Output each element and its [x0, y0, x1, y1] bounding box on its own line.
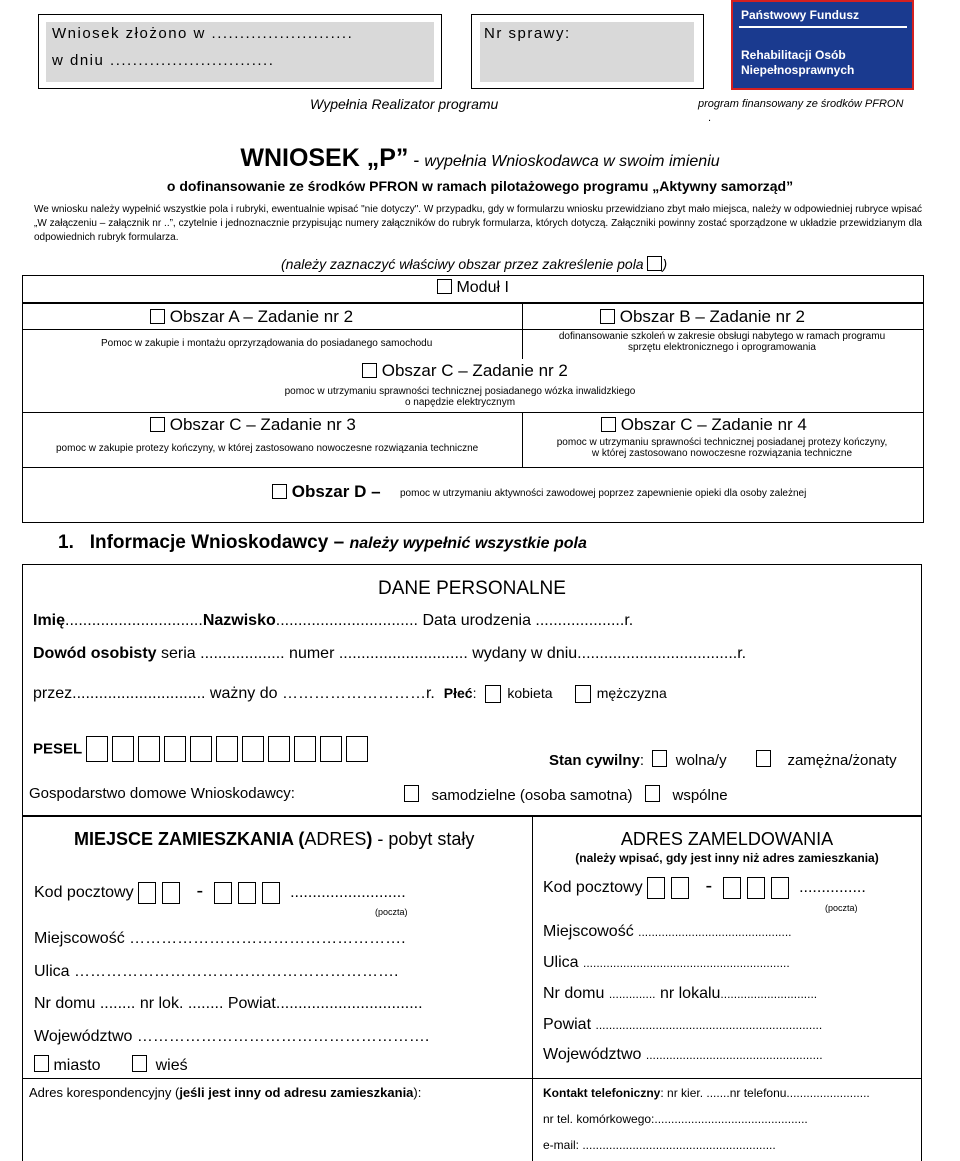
kobieta-label: kobieta [507, 685, 553, 702]
form-subtitle: o dofinansowanie ze środków PFRON w ramach pilotażowego programu „Aktywny samorząd” [166, 178, 794, 194]
imie-label: Imię [33, 612, 66, 629]
area-c3-checkbox[interactable] [150, 417, 165, 432]
area-d-dash: – [371, 482, 381, 501]
birthdate-field[interactable]: .................... [535, 612, 625, 629]
seria-label: seria [156, 645, 201, 662]
wazny-label: ważny do [205, 685, 282, 703]
stan-colon: : [639, 752, 645, 769]
wspolne-checkbox[interactable] [645, 785, 660, 802]
id-row [33, 645, 746, 663]
reg-powiat-row [543, 1016, 822, 1034]
area-c4-option[interactable] [601, 415, 807, 435]
area-d-checkbox[interactable] [272, 484, 287, 499]
pesel-label: PESEL [33, 740, 83, 758]
reg-miejscowosc-label: Miejscowość [543, 923, 634, 940]
section1-italic: należy wypełnić wszystkie pola [349, 535, 587, 552]
reg-ulica-label: Ulica [543, 954, 579, 971]
area-a2-option[interactable] [150, 307, 353, 327]
correspondence-label [29, 1085, 421, 1100]
res-miejscowosc-row [34, 930, 406, 948]
section1-number: 1. [58, 532, 74, 553]
reg-poczta-field[interactable]: ............... [799, 879, 866, 896]
area-c3-label: Obszar C – Zadanie nr 3 [169, 415, 356, 434]
imie-field[interactable]: ............................... [65, 612, 203, 629]
area-c4-desc2: w której zastosowano nowoczesne rozwiązania techniczne [591, 448, 853, 459]
area-note-text: (należy zaznaczyć właściwy obszar przez zakreślenie pola [281, 256, 644, 272]
registration-title: ADRES ZAMELDOWANIA [620, 829, 834, 849]
area-c2-checkbox[interactable] [362, 363, 377, 378]
samodzielne-checkbox[interactable] [404, 785, 419, 802]
form-title-dash: - [408, 150, 425, 170]
area-c4-checkbox[interactable] [601, 417, 616, 432]
wolna-checkbox[interactable] [652, 750, 667, 767]
reg-nr-lokalu-label: nr lokalu [655, 985, 721, 1002]
pesel-row [33, 736, 372, 762]
nazwisko-label: Nazwisko [202, 612, 276, 629]
residence-title-b2: ) [366, 829, 373, 849]
res-powiat-field[interactable]: ................................. [275, 995, 423, 1012]
res-nr-domu-label: Nr domu [34, 995, 96, 1012]
wydany-field[interactable]: .................................... [577, 645, 738, 662]
plec-colon: : [472, 685, 477, 702]
birthdate-label: Data urodzenia [418, 612, 536, 629]
res-woj-row [34, 1028, 429, 1046]
pesel-digit-box[interactable] [294, 736, 316, 762]
res-nr-domu-field[interactable]: ........ [99, 995, 136, 1012]
correspondence-label-bold: jeśli jest inny od adresu zamieszkania [179, 1085, 414, 1100]
case-number-label: Nr sprawy: [484, 25, 571, 42]
contact-email-row[interactable]: e-mail: .......................................................... [543, 1138, 776, 1152]
reg-powiat-field[interactable]: .................................................................... [595, 1018, 823, 1032]
seria-field[interactable]: ................... [200, 645, 285, 662]
pesel-digit-box[interactable] [138, 736, 160, 762]
wazny-field[interactable]: ……………………… [281, 685, 426, 703]
wies-checkbox[interactable] [132, 1055, 147, 1072]
res-kod-digit[interactable] [262, 882, 280, 904]
gospodarstwo-label: Gospodarstwo domowe Wnioskodawcy: [29, 785, 295, 802]
registration-subtitle: (należy wpisać, gdy jest inny niż adres zamieszkania) [575, 851, 879, 865]
residence-title-rest: - pobyt stały [372, 829, 475, 849]
name-row [33, 612, 633, 630]
pesel-digit-box[interactable] [320, 736, 342, 762]
reg-miejscowosc-field[interactable]: .............................................. [638, 925, 792, 939]
reg-woj-row [543, 1046, 823, 1064]
res-ulica-row [34, 963, 398, 981]
pesel-digit-box[interactable] [86, 736, 108, 762]
area-note [281, 256, 667, 272]
reg-kod-digit[interactable] [671, 877, 689, 899]
area-c2-label: Obszar C – Zadanie nr 2 [381, 361, 568, 380]
plec-label: Płeć [443, 685, 473, 702]
reg-kod-dash: - [705, 875, 713, 897]
reg-kod-digit[interactable] [723, 877, 741, 899]
wydany-suffix: r. [737, 645, 747, 662]
birthdate-suffix: r. [624, 612, 634, 629]
przez-field[interactable]: .............................. [72, 685, 206, 703]
pesel-digit-box[interactable] [216, 736, 238, 762]
contact-phone-label: Kontakt telefoniczny [543, 1086, 661, 1100]
pesel-digit-box[interactable] [242, 736, 264, 762]
dowod-label: Dowód osobisty [33, 645, 157, 662]
reg-woj-label: Województwo [543, 1046, 642, 1063]
form-title-main: WNIOSEK „P” [240, 144, 409, 172]
module-label: Moduł I [456, 279, 509, 296]
numer-label: numer [284, 645, 339, 662]
reg-kod-label: Kod pocztowy [543, 879, 643, 896]
res-miejscowosc-label: Miejscowość [34, 930, 125, 947]
section1-title: Informacje Wnioskodawcy [89, 532, 329, 553]
res-kod-digit[interactable] [214, 882, 232, 904]
reg-ulica-field[interactable]: .............................................................. [583, 956, 790, 970]
res-poczta-field[interactable]: .......................... [290, 884, 406, 901]
area-b2-label: Obszar B – Zadanie nr 2 [619, 307, 805, 326]
area-c4-label: Obszar C – Zadanie nr 4 [620, 415, 807, 434]
wspolne-label: wspólne [672, 787, 728, 804]
res-kod-dash: - [196, 880, 204, 902]
res-woj-field[interactable]: ………………………………………………. [136, 1028, 430, 1045]
household-row [29, 785, 295, 802]
residence-title-b1: MIEJSCE ZAMIESZKANIA ( [74, 829, 305, 849]
area-b2-desc1: dofinansowanie szkoleń w zakresie obsługi nabytego w ramach programu [558, 331, 886, 342]
res-ulica-field[interactable]: ……………………………………………………. [74, 963, 399, 980]
issuer-row [33, 685, 667, 703]
filed-line1: Wniosek złożono w ......................... [52, 25, 354, 42]
area-c3-desc: pomoc w zakupie protezy kończyny, w której zastosowano nowoczesne rozwiązania techniczne [56, 443, 479, 454]
pesel-digits[interactable] [86, 740, 372, 757]
reg-nr-row [543, 985, 817, 1003]
area-d-option[interactable] [272, 482, 381, 502]
area-a2-label: Obszar A – Zadanie nr 2 [169, 307, 354, 326]
res-locality-row [34, 1055, 188, 1075]
area-c2-desc2: o napędzie elektrycznym [404, 397, 516, 408]
res-woj-label: Województwo [34, 1028, 133, 1045]
pesel-digit-box[interactable] [346, 736, 368, 762]
correspondence-label-end: ): [413, 1085, 422, 1100]
zamezna-checkbox[interactable] [756, 750, 771, 767]
form-title-italic: wypełnia Wnioskodawca w swoim imieniu [424, 153, 720, 170]
reg-kod-digit[interactable] [747, 877, 765, 899]
area-b2-checkbox[interactable] [600, 309, 615, 324]
samodzielne-label: samodzielne (osoba samotna) [431, 787, 633, 804]
kobieta-checkbox[interactable] [485, 685, 501, 703]
res-ulica-label: Ulica [34, 963, 70, 980]
res-kod-digit[interactable] [162, 882, 180, 904]
area-a2-desc: Pomoc w zakupie i montażu oprzyrządowania do posiadanego samochodu [101, 338, 433, 349]
module-checkbox[interactable] [437, 279, 452, 294]
pesel-digit-box[interactable] [164, 736, 186, 762]
pfron-logo-line3: Niepełnosprawnych [741, 63, 855, 77]
res-kod-label: Kod pocztowy [34, 884, 134, 901]
wies-label: wieś [155, 1057, 188, 1074]
residence-title [74, 829, 474, 850]
nazwisko-field[interactable]: ................................ [275, 612, 418, 629]
contact-phone-field[interactable]: : nr kier. .......nr telefonu......................... [660, 1086, 870, 1100]
area-b2-option[interactable] [600, 307, 805, 327]
area-c4-desc [522, 437, 922, 459]
stan-label: Stan cywilny [549, 752, 640, 769]
reg-nr-lokalu-field[interactable]: ............................. [720, 987, 818, 1001]
realizator-note: Wypełnia Realizator programu [310, 96, 499, 112]
area-c4-desc1: pomoc w utrzymaniu sprawności technicznej posiadanej protezy kończyny, [556, 437, 888, 448]
mezczyzna-label: mężczyzna [596, 685, 667, 702]
area-d-label: Obszar D [291, 482, 367, 501]
area-c2-option[interactable] [362, 361, 568, 381]
res-kod-digit[interactable] [138, 882, 156, 904]
res-nr-lok-label: nr lok. [135, 995, 184, 1012]
funded-dot: . [708, 112, 712, 124]
personal-data-heading: DANE PERSONALNE [378, 578, 566, 599]
mezczyzna-checkbox[interactable] [575, 685, 591, 703]
pfron-logo [731, 0, 914, 90]
area-a2-checkbox[interactable] [150, 309, 165, 324]
filed-line2: w dniu ............................. [52, 52, 275, 69]
area-b2-desc [522, 331, 922, 353]
section1-dash: – [328, 532, 350, 553]
res-nr-lok-field[interactable]: ........ [183, 995, 224, 1012]
pfron-logo-divider [739, 26, 907, 28]
reg-nr-domu-label: Nr domu [543, 985, 605, 1002]
res-powiat-label: Powiat [223, 995, 276, 1012]
miasto-label: miasto [53, 1057, 101, 1074]
module-option[interactable] [437, 279, 509, 297]
module-row [22, 275, 924, 303]
funded-note: program finansowany ze środków PFRON [698, 98, 904, 110]
area-d-desc: pomoc w utrzymaniu aktywności zawodowej poprzez zapewnienie opieki dla osoby zależnej [400, 488, 807, 499]
contact-phone-row [543, 1086, 870, 1100]
pesel-digit-box[interactable] [112, 736, 134, 762]
area-c2-desc [260, 386, 660, 408]
area-c3-option[interactable] [150, 415, 356, 435]
wydany-label: wydany w dniu [467, 645, 578, 662]
numer-field[interactable]: ............................. [338, 645, 468, 662]
zamezna-label: zamężna/żonaty [787, 752, 897, 769]
reg-powiat-label: Powiat [543, 1016, 592, 1033]
reg-miejscowosc-row [543, 923, 792, 941]
area-c2-desc1: pomoc w utrzymaniu sprawności technicznej posiadanego wózka inwalidzkiego [284, 386, 636, 397]
reg-nr-domu-field[interactable]: .............. [608, 987, 656, 1001]
reg-ulica-row [543, 954, 790, 972]
wolna-label: wolna/y [675, 752, 727, 769]
res-kod-row [34, 880, 406, 904]
marital-row [549, 750, 897, 769]
form-title [0, 144, 960, 173]
instructions: We wniosku należy wypełnić wszystkie pola i rubryki, ewentualnie wpisać "nie dotyczy". W przypadku, gdy w formularzu wniosku przewidziano zbyt mało miejsca, należy w odpowiedniej rubryce wpisać „W załączeniu – załącznik nr ..”, czytelnie i jednoznacznie przypisując numery załączników do rubryk formularza, których dotyczą. Załączniki powinny zostać sporządzone w układzie przewidzianym dla odpowiednich rubryk formularza. [34, 204, 922, 243]
section1-heading [58, 532, 587, 554]
reg-poczta-label: (poczta) [825, 903, 858, 913]
pfron-logo-line2: Rehabilitacji Osób [741, 48, 846, 62]
miasto-checkbox[interactable] [34, 1055, 49, 1072]
checkbox-icon [647, 256, 662, 271]
area-note-end: ) [662, 256, 668, 272]
reg-kod-digit[interactable] [771, 877, 789, 899]
pfron-logo-line1: Państwowy Fundusz [741, 8, 860, 22]
reg-woj-field[interactable]: ..................................................... [645, 1048, 823, 1062]
przez-label: przez [33, 685, 73, 703]
pesel-digit-box[interactable] [190, 736, 212, 762]
residence-title-n: ADRES [304, 829, 367, 849]
contact-mobile-row[interactable]: nr tel. komórkowego:.............................................. [543, 1112, 808, 1126]
reg-kod-row [543, 875, 866, 899]
area-b2-desc2: sprzętu elektronicznego i oprogramowania [628, 342, 816, 353]
wazny-suffix: r. [425, 685, 435, 703]
pesel-digit-box[interactable] [268, 736, 290, 762]
res-kod-digit[interactable] [238, 882, 256, 904]
reg-kod-digit[interactable] [647, 877, 665, 899]
res-miejscowosc-field[interactable]: ……………………………………………. [129, 930, 406, 947]
res-poczta-label: (poczta) [375, 907, 408, 917]
household-options [404, 785, 728, 804]
res-nr-row [34, 995, 423, 1013]
correspondence-label-start: Adres korespondencyjny ( [29, 1085, 180, 1100]
